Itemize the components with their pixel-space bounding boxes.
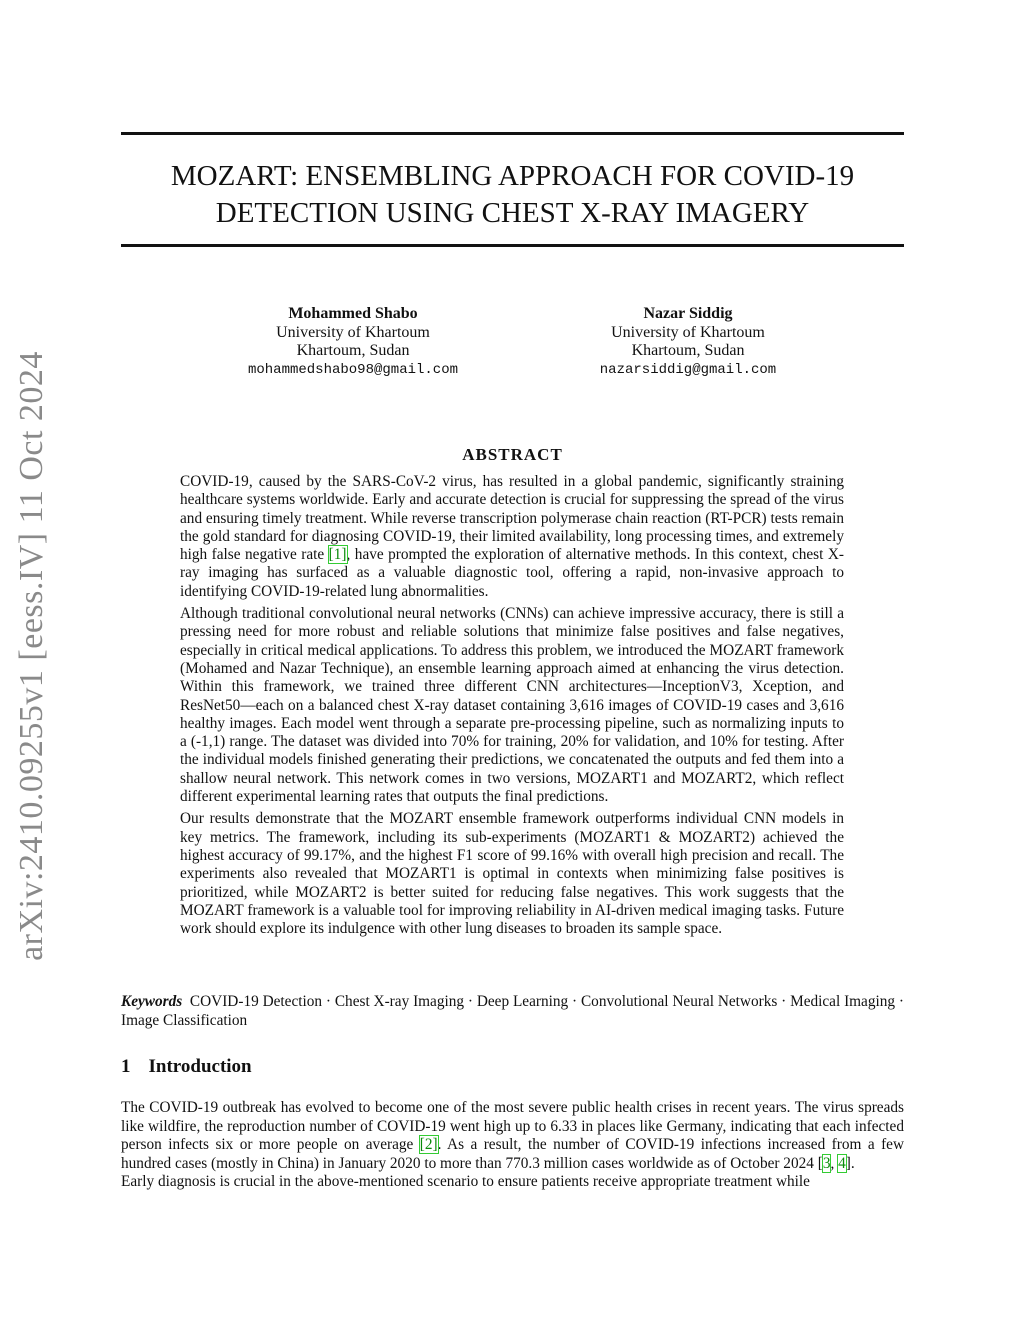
author-name: Mohammed Shabo — [288, 305, 418, 322]
title-top-rule — [121, 132, 904, 135]
author-email[interactable]: nazarsiddig@gmail.com — [599, 361, 777, 378]
author-affiliation: University of Khartoum — [276, 323, 430, 341]
title-bottom-rule — [121, 244, 904, 247]
introduction-body — [121, 1099, 904, 1192]
section-number: 1 — [121, 1056, 131, 1077]
arxiv-side-stamp — [0, 351, 64, 961]
author-block-1 — [193, 305, 513, 379]
citation-link[interactable]: [2] — [419, 1136, 438, 1153]
paper-title — [121, 158, 904, 232]
citation-link[interactable]: 4 — [838, 1154, 846, 1172]
citation-link[interactable]: 3 — [822, 1154, 831, 1172]
author-affiliation: University of Khartoum — [611, 323, 765, 341]
author-name: Nazar Siddig — [643, 305, 733, 322]
arxiv-identifier: arXiv:2410.09255v1 [eess.IV] 11 Oct 2024 — [13, 351, 50, 961]
abstract-heading: ABSTRACT — [462, 445, 563, 464]
intro-paragraph-1: The COVID-19 outbreak has evolved to become one of the most severe public health crises in recent years. The virus spreads like wildfire, the reproduction number of COVID-19 went high up to 6.33 in places like Germany, indicating that each infected person infects six or more people on average [2]. As a result, the number of COVID-19 infections increased from a few hundred cases (mostly in China) in January 2020 to more than 770.3 million cases worldwide as of October 2024 [3, 4]. — [121, 1099, 905, 1172]
citation-link[interactable]: [1] — [328, 546, 347, 564]
keywords-block — [121, 993, 904, 1030]
keywords-label: Keywords — [121, 993, 183, 1010]
abstract-paragraph-2: Although traditional convolutional neural networks (CNNs) can achieve impressive accuracy, there is still a pressing need for more robust and reliable solutions that minimize false positives and false negatives, especially in critical medical applications. To address this problem, we introduced the MOZART framework (Mohamed and Nazar Technique), an ensemble learning approach aimed at enhancing the virus detection. Within this framework, we trained three different CNN architectures—InceptionV3, Xception, and ResNet50—each on a balanced chest X-ray dataset containing 3,616 images of COVID-19 cases and 3,616 healthy images. Each model went through a separate pre-processing pipeline, such as normalizing inputs to a (-1,1) range. The dataset was divided into 70% for training, 20% for validation, and 10% for testing. After the individual models finished generating their predictions, we concatenated the outputs and fed them into a shallow neural network. This network comes in two versions, MOZART1 and MOZART2, which reflect different experimental learning rates that outputs the final predictions. — [180, 605, 844, 806]
section-title: Introduction — [148, 1056, 252, 1077]
section-heading-introduction — [121, 1056, 904, 1078]
author-location: Khartoum, Sudan — [631, 342, 745, 359]
abstract-body — [180, 473, 844, 942]
author-block-2 — [528, 305, 848, 379]
keywords-list: COVID-19 Detection · Chest X-ray Imaging · Deep Learning · Convolutional Neural Networks · Medical Imaging · Image Classification — [121, 993, 904, 1029]
title-line-1: MOZART: ENSEMBLING APPROACH FOR COVID-19 — [170, 160, 855, 192]
title-line-2: DETECTION USING CHEST X-RAY IMAGERY — [215, 197, 810, 229]
abstract-paragraph-3: Our results demonstrate that the MOZART ensemble framework outperforms individual CNN models in key metrics. The framework, including its sub-experiments (MOZART1 & MOZART2) achieved the highest accuracy of 99.17%, and the highest F1 score of 99.16% with overall high precision and recall. The experiments also revealed that MOZART1 is optimal in contexts when minimizing false positives is prioritized, while MOZART2 is better suited for reducing false negatives. This work suggests that the MOZART framework is a valuable tool for improving reliability in AI-driven medical imaging tasks. Future work should explore its indulgence with other lung diseases to broaden its sample space. — [180, 810, 844, 938]
abstract-paragraph-1: COVID-19, caused by the SARS-CoV-2 virus, has resulted in a global pandemic, significantly straining healthcare systems worldwide. Early and accurate detection is crucial for suppressing the spread of the virus and ensuring timely treatment. While reverse transcription polymerase chain reaction (RT-PCR) tests remain the gold standard for diagnosing COVID-19, their limited availability, long processing times, and extremely high false negative rate [1], have prompted the exploration of alternative methods. In this context, chest X-ray imaging has surfaced as a valuable diagnostic tool, offering a rapid, non-invasive approach to identifying COVID-19-related lung abnormalities. — [180, 473, 844, 600]
author-location: Khartoum, Sudan — [296, 342, 410, 359]
intro-paragraph-2: Early diagnosis is crucial in the above-mentioned scenario to ensure patients receive appropriate treatment while — [121, 1173, 810, 1190]
author-email[interactable]: mohammedshabo98@gmail.com — [247, 361, 459, 378]
